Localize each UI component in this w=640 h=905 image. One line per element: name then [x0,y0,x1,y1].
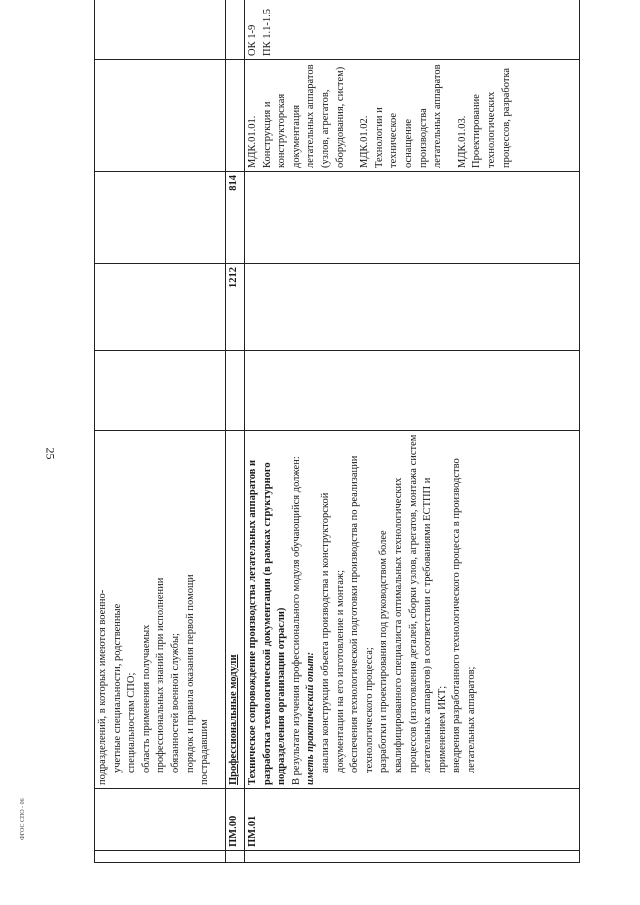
module-title: Техническое сопровождение производства летательных аппаратов и разработка технологической документации (в рамках структурного подразделения организации отрасли) [247,459,288,785]
hours-max: 1212 [226,264,245,351]
cell-empty [245,264,580,351]
table-row-pm00 [226,0,245,863]
cell-empty [226,351,245,431]
mdk-list [245,60,580,172]
module-title: Профессиональные модули [226,431,245,789]
cell-empty [95,264,226,351]
cell-empty [226,0,245,60]
cell-code-empty [95,789,226,851]
cell-empty [95,60,226,172]
text-line: порядок и правила оказания первой помощи [184,574,196,773]
cell-empty [95,0,226,60]
hours-classroom: 814 [226,172,245,264]
competencies [245,0,580,60]
text-line: пострадавшим [199,719,211,785]
table-row-continuation [95,0,226,863]
cell-empty [245,351,580,431]
module-code: ПМ.01 [245,789,580,851]
competency-ok: ОК 1-9 [247,24,258,56]
footer-mark: ФГОС СПО - 06 [20,798,26,840]
cell-empty [245,172,580,264]
intro-text: В результате изучения профессионального модуля обучающийся должен: [290,456,302,785]
text-line: область применения получаемых [140,624,152,773]
module-description [245,431,580,789]
cell-empty [95,172,226,264]
cell-empty [95,851,226,863]
table-row-pm01 [245,0,580,863]
practice-item: внедрения разработанного технологического процесса в производство летательных аппаратов; [451,458,477,773]
cell-empty [226,851,245,863]
text-line: профессиональных знаний при исполнении [155,577,167,773]
practice-item: разработки и проектирования под руководством более квалифицированного специалиста оптимальных технологических процессов (изготовления деталей, сборки узлов, агрегатов, монтажа систем летательных аппаратов) в соответствии с требованиями ЕСТПП и применением ИКТ; [378,434,448,773]
module-code: ПМ.00 [226,789,245,851]
mdk-item: МДК.01.03. Проектирование технологических процессов, разработка [456,67,512,168]
practice-item: анализа конструкции объекта производства и конструкторской документации на его изготовление и монтаж; [319,492,346,773]
cell-empty [226,60,245,172]
text-line: учетные специальности, родственные [111,603,123,773]
mdk-item: МДК.01.01. Конструкция и конструкторская документация летательных аппаратов (узлов, агрегатов, оборудования, систем) [247,64,346,168]
competency-pk: ПК 1.1-1.5 [261,9,273,56]
text-line: специальностям СПО; [126,672,138,773]
page-number: 25 [43,447,58,460]
rotated-table-page [94,9,580,863]
cell-empty [245,851,580,863]
text-line: обязанностей военной службы; [169,633,181,773]
text-line: подразделений, в которых имеются военно- [97,589,108,785]
cell-continuation-text [95,431,226,789]
mdk-item: МДК.01.02. Технологии и техническое оснащение производства летательных аппаратов [359,64,444,168]
cell-empty [95,351,226,431]
practice-item: обеспечения технологической подготовки производства по реализации технологического процесса; [349,455,375,773]
curriculum-table [94,0,580,863]
practice-label: иметь практический опыт: [305,651,317,785]
